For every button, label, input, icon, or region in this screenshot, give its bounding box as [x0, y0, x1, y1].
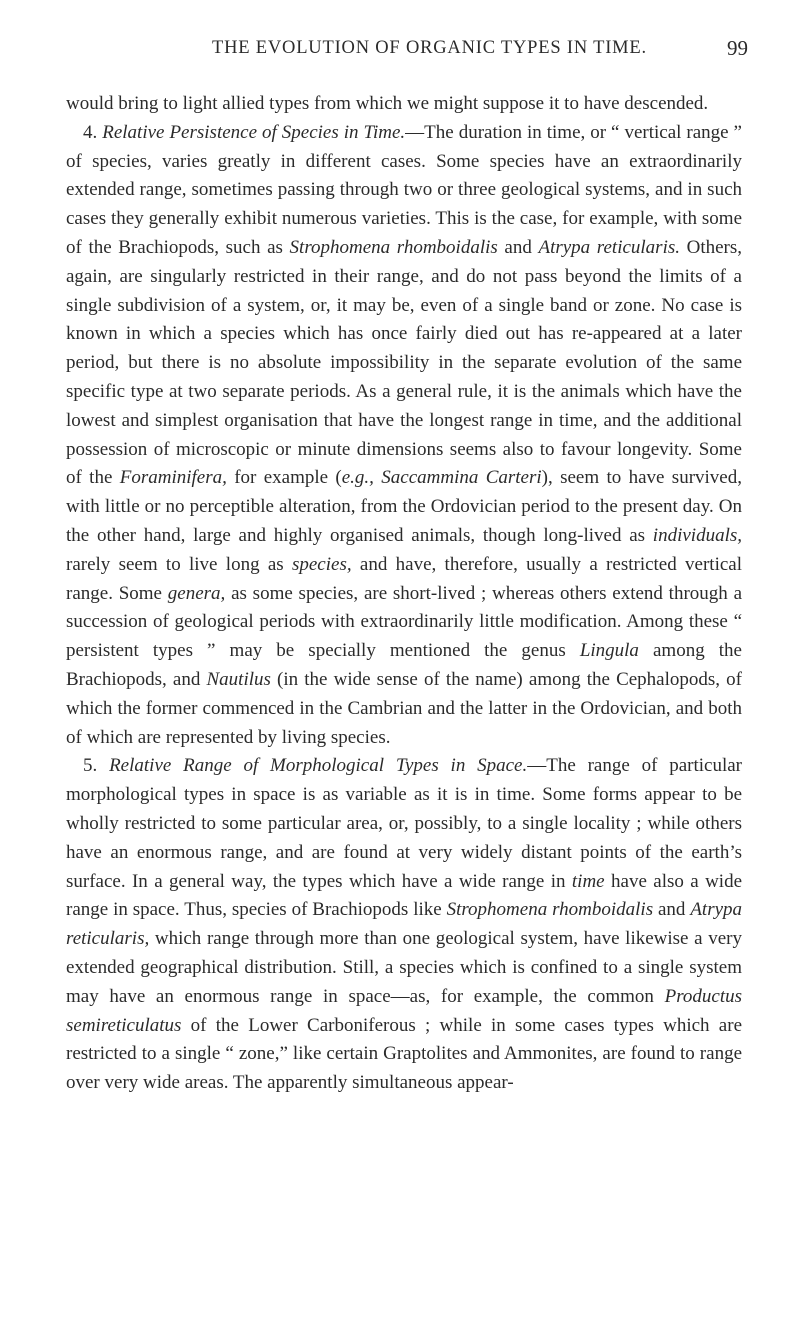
running-head: THE EVOLUTION OF ORGANIC TYPES IN TIME. — [212, 38, 647, 58]
italic-text-run: time — [571, 870, 605, 892]
italic-text-run: Productus semireticulatus — [66, 985, 742, 1036]
italic-text-run: Strophomena rhomboidalis — [289, 236, 498, 258]
italic-text-run: Relative Range of Morphological Types in Space. — [109, 755, 528, 777]
text-run: 5. — [83, 755, 110, 777]
italic-text-run: species, — [291, 553, 352, 575]
italic-text-run: Strophomena rhomboidalis — [446, 899, 654, 921]
paragraph-relative-persistence — [66, 119, 742, 753]
text-run: among the Brachiopods, and — [66, 640, 742, 690]
text-run: would bring to light allied types from which we might suppose it to have descended. — [66, 93, 709, 114]
italic-text-run: e.g., Saccammina Carteri — [341, 467, 542, 489]
text-run: Others, again, are singularly restricted in their range, and do not pass beyond the limits of a single subdivision of a system, or, it may be, even of a single band or zone. No case is known in which a species which has once fairly died out has re-appeared at a later period, but there is no absolute impossibility in the separate evolution of the same specific type at two separate periods. As a general rule, it is the animals which have the lowest and simplest organisation that have the longest range in time, and the additional possession of microscopic or minute dimensions seems also to favour longevity. Some of the — [66, 236, 743, 489]
text-run: rarely seem to live long as — [66, 553, 292, 575]
text-run: (in the wide sense of the name) among the Cephalopods, of which the former commenced in the Cambrian and the latter in the Ordovician, and both of which are represented by living species. — [66, 668, 742, 748]
italic-text-run: Foraminifera, — [119, 467, 227, 489]
text-run: have also a wide range in space. Thus, species of Brachiopods like — [66, 870, 743, 921]
page-number: 99 — [727, 36, 748, 60]
italic-text-run: Atrypa reticularis. — [538, 236, 681, 258]
page-header — [66, 36, 748, 68]
italic-text-run: Atrypa reticularis, — [66, 899, 743, 950]
italic-text-run: Relative Persistence of Species in Time. — [102, 121, 406, 143]
text-run: of the Lower Carboniferous ; while in some cases types which are restricted to a single “ zone,” like certain Graptolites and Ammonites, are found to range over very wide areas. The apparently simultaneous appear- — [66, 1014, 742, 1094]
italic-text-run: Lingula — [579, 640, 639, 662]
text-run: for example ( — [226, 467, 342, 489]
text-run: —The range of particular morphological types in space is as variable as it is in time. Some forms appear to be wholly restricted to some particular area, or, possibly, to a single locality ; while others have an enormous range, and are found at very widely distant points of the earth’s surface. In a general way, the types which have a wide range in — [66, 755, 742, 892]
text-run: as some species, are short-lived ; whereas others extend through a succession of geological periods with extraordinarily little modification. Among these “ persistent types ” may be specially mentioned the genus — [66, 582, 742, 662]
text-run: which range through more than one geological system, have likewise a very extended geographical distribution. Still, a species which is confined to a single system may have an enormous range in space—as, for example, the common — [66, 928, 742, 1007]
body-text — [66, 90, 742, 1098]
paragraph-relative-range — [66, 752, 742, 1098]
paragraph-continued — [66, 90, 742, 119]
text-run: and have, therefore, usually a restricted vertical range. Some — [66, 553, 742, 604]
text-run: and — [497, 236, 539, 258]
italic-text-run: genera, — [167, 582, 226, 604]
italic-text-run: individuals, — [652, 524, 742, 546]
text-run: —The duration in time, or “ vertical range ” of species, varies greatly in different cases. Some species have an extraordinarily extended range, sometimes passing through two or three geological systems, and in such cases they generally exhibit numerous varieties. This is the case, for example, with some of the Brachiopods, such as — [66, 121, 742, 258]
text-run: ), seem to have survived, with little or no perceptible alteration, from the Ordovician period to the present day. On the other hand, large and highly organised animals, though long-lived as — [66, 467, 742, 546]
text-run: and — [653, 899, 691, 921]
text-run: 4. — [83, 121, 103, 143]
book-page — [66, 36, 748, 1098]
italic-text-run: Nautilus — [206, 668, 271, 690]
